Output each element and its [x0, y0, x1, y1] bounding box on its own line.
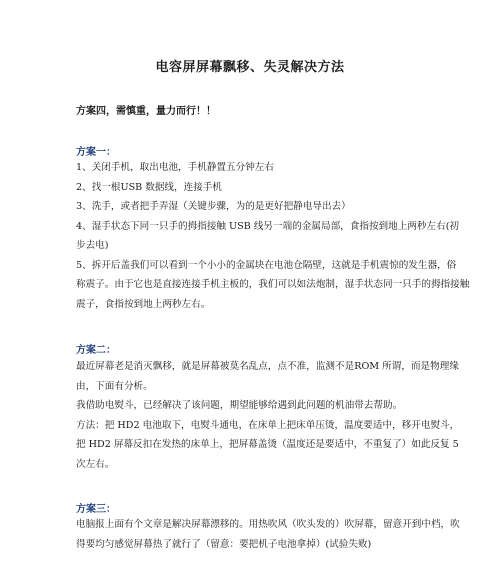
section-body-2 — [76, 357, 460, 474]
document-title: 电容屏屏幕飘移、失灵解决方法 — [155, 60, 345, 75]
body-line: 3、洗手，或者把手弄湿（关键步骤，为的是更好把静电导出去） — [76, 201, 351, 212]
section-heading-1: 方案一： — [76, 147, 116, 158]
body-line: 4、湿手状态下同一只手的拇指接触 USB 线另一端的金属局部，食指按到地上两秒左右(初 — [76, 220, 460, 232]
body-line: 1、关闭手机，取出电池，手机静置五分钟左右 — [76, 162, 274, 173]
body-line: 步去电) — [76, 240, 109, 251]
body-line: 2、找一根USB 数据线，连接手机 — [76, 181, 222, 193]
body-line: 电脑报上面有个文章是解决屏幕漂移的。用热吹风（吹头发的）吹屏幕，留意开到中档，吹 — [76, 519, 460, 530]
body-line: 方法：把 HD2 电池取下，电熨斗通电，在床单上把床单压烫，温度要适中，移开电熨斗， — [76, 419, 460, 431]
body-line: 次左右。 — [76, 458, 115, 470]
body-line: 最近屏幕老是消灭飘移，就是屏幕被莫名乱点，点不准，监测不是ROM 所谓，而是物理缘 — [76, 361, 459, 372]
body-line: 震子，食指按到地上两秒左右。 — [76, 298, 211, 310]
body-line: 得要均匀感觉屏幕热了就行了（留意：要把机子电池拿掉）(试验失败) — [76, 538, 372, 550]
section-body-1 — [76, 158, 470, 314]
section-body-3 — [76, 515, 460, 554]
body-line: 把 HD2 屏幕反扣在发热的床单上，把屏幕盖烫（温度还是要适中，不重复了）如此反复 5 — [76, 439, 459, 450]
body-line: 5、拆开后盖我们可以看到一个小小的金属块在电池仓隔壁，这就是手机震惊的发生器，俗 — [76, 259, 457, 271]
section-heading-3: 方案三： — [76, 504, 116, 515]
section-heading-2: 方案二： — [76, 345, 116, 356]
intro-note: 方案四，需慎重，量力而行！！ — [76, 106, 216, 117]
body-line: 由，下面有分析。 — [76, 380, 153, 392]
body-line: 称震子。由于它也是直接连接手机主板的，我们可以如法炮制，湿手状态同一只手的拇指接触 — [76, 279, 470, 290]
body-line: 我借助电熨斗，已经解决了该问题，期望能够给遇到此问题的机油带去帮助。 — [76, 400, 403, 411]
